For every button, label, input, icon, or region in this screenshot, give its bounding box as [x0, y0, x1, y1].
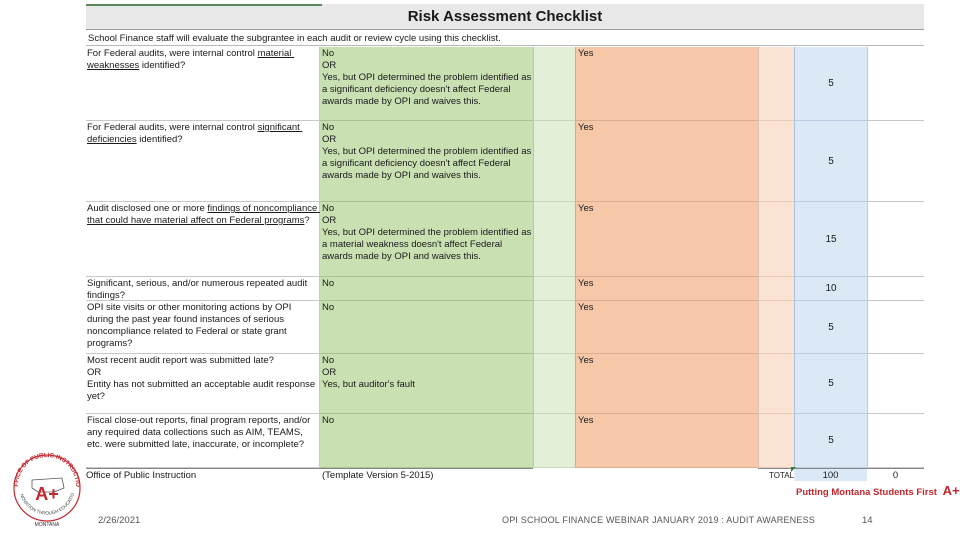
no-answer-cell: No OR Yes, but auditor's fault: [320, 354, 533, 414]
yes-checkbox-cell: [758, 121, 794, 202]
top-rule: [86, 4, 322, 6]
yes-checkbox-cell: [758, 414, 794, 468]
question-suffix: ?: [304, 215, 310, 226]
yes-checkbox-cell: [758, 47, 794, 121]
no-answer-cell: No: [320, 414, 533, 468]
question-cell: [86, 277, 320, 301]
score-cell: 5: [794, 47, 867, 121]
slide-page-number: 14: [862, 515, 873, 526]
yes-checkbox-cell: [758, 354, 794, 414]
result-cell: [867, 202, 924, 277]
question-text: For Federal audits, were internal control: [87, 48, 258, 59]
result-cell: [867, 414, 924, 468]
question-text: OPI site visits or other monitoring actions by OPI during the past year found instances of serious noncompliance related to Federal or state grant programs?: [87, 302, 294, 349]
no-checkbox-cell: [533, 414, 575, 468]
result-cell: [867, 47, 924, 121]
yes-checkbox-cell: [758, 202, 794, 277]
question-text: For Federal audits, were internal control: [87, 122, 258, 133]
question-term: material weaknesses: [87, 48, 294, 71]
question-suffix: identified?: [136, 134, 183, 145]
question-suffix: identified?: [139, 60, 186, 71]
no-checkbox-cell: [533, 47, 575, 121]
question-term: findings of noncompliance that could have material affect on Federal programs: [87, 203, 320, 226]
no-checkbox-cell: [533, 354, 575, 414]
question-text: Most recent audit report was submitted late? OR Entity has not submitted an acceptable audit response yet?: [87, 355, 316, 402]
no-checkbox-cell: [533, 121, 575, 202]
sheet-intro: School Finance staff will evaluate the subgrantee in each audit or review cycle using this checklist.: [86, 31, 924, 46]
sheet-title: Risk Assessment Checklist: [86, 4, 924, 30]
yes-answer-cell: Yes: [575, 414, 758, 468]
seal-state: MONTANA: [34, 522, 60, 528]
opi-seal-logo: [8, 442, 86, 528]
tagline-a-plus-icon: A+: [942, 483, 960, 498]
question-text: Significant, serious, and/or numerous repeated audit findings?: [87, 278, 310, 301]
zero-value: 0: [867, 468, 924, 481]
yes-answer-cell: Yes: [575, 47, 758, 121]
tagline-text: Putting Montana Students First: [796, 487, 937, 498]
yes-answer-cell: Yes: [575, 277, 758, 301]
question-cell: [86, 301, 320, 354]
yes-answer-cell: Yes: [575, 354, 758, 414]
question-cell: [86, 202, 320, 277]
score-cell: 10: [794, 277, 867, 301]
question-cell: [86, 414, 320, 468]
footer-template-version: (Template Version 5-2015): [320, 468, 533, 481]
no-checkbox-cell: [533, 301, 575, 354]
result-cell: [867, 121, 924, 202]
slide-footer-title: OPI SCHOOL FINANCE WEBINAR JANUARY 2019 : AUDIT AWARENESS: [502, 515, 815, 525]
score-cell: 5: [794, 354, 867, 414]
question-text: Fiscal close-out reports, final program reports, and/or any required data collections such as AIM, TEAMS, etc. were submitted late, inaccurate, or incomplete?: [87, 415, 313, 450]
question-cell: [86, 47, 320, 121]
no-answer-cell: No OR Yes, but OPI determined the problem identified as a material weakness doesn't affect Federal awards made by OPI and waives this.: [320, 202, 533, 277]
yes-checkbox-cell: [758, 277, 794, 301]
question-text: Audit disclosed one or more: [87, 203, 208, 214]
result-cell: [867, 301, 924, 354]
question-cell: [86, 354, 320, 414]
result-cell: [867, 277, 924, 301]
total-label: TOTAL: [758, 468, 794, 481]
yes-answer-cell: Yes: [575, 301, 758, 354]
score-cell: 5: [794, 301, 867, 354]
total-value: 100: [794, 468, 867, 481]
yes-answer-cell: Yes: [575, 121, 758, 202]
risk-assessment-sheet: [86, 4, 924, 482]
result-cell: [867, 354, 924, 414]
yes-answer-cell: Yes: [575, 202, 758, 277]
tagline: [796, 483, 960, 498]
slide-date: 2/26/2021: [98, 515, 141, 526]
no-checkbox-cell: [533, 202, 575, 277]
yes-checkbox-cell: [758, 301, 794, 354]
footer-office: Office of Public Instruction: [86, 468, 320, 481]
no-answer-cell: No: [320, 301, 533, 354]
seal-a-plus: A+: [35, 484, 59, 504]
score-cell: 15: [794, 202, 867, 277]
seal-top-text: FFICE OF PUBLIC INSTRUCTIO: [12, 451, 82, 488]
seal-bottom-text: NOVATION THROUGH EDUCATIO: [19, 492, 76, 516]
question-cell: [86, 121, 320, 202]
score-cell: 5: [794, 121, 867, 202]
no-answer-cell: No: [320, 277, 533, 301]
question-term: significant deficiencies: [87, 122, 303, 145]
no-checkbox-cell: [533, 277, 575, 301]
score-cell: 5: [794, 414, 867, 468]
no-answer-cell: No OR Yes, but OPI determined the problem identified as a significant deficiency doesn't affect Federal awards made by OPI and waives this.: [320, 47, 533, 121]
no-answer-cell: No OR Yes, but OPI determined the problem identified as a significant deficiency doesn't affect Federal awards made by OPI and waives this.: [320, 121, 533, 202]
